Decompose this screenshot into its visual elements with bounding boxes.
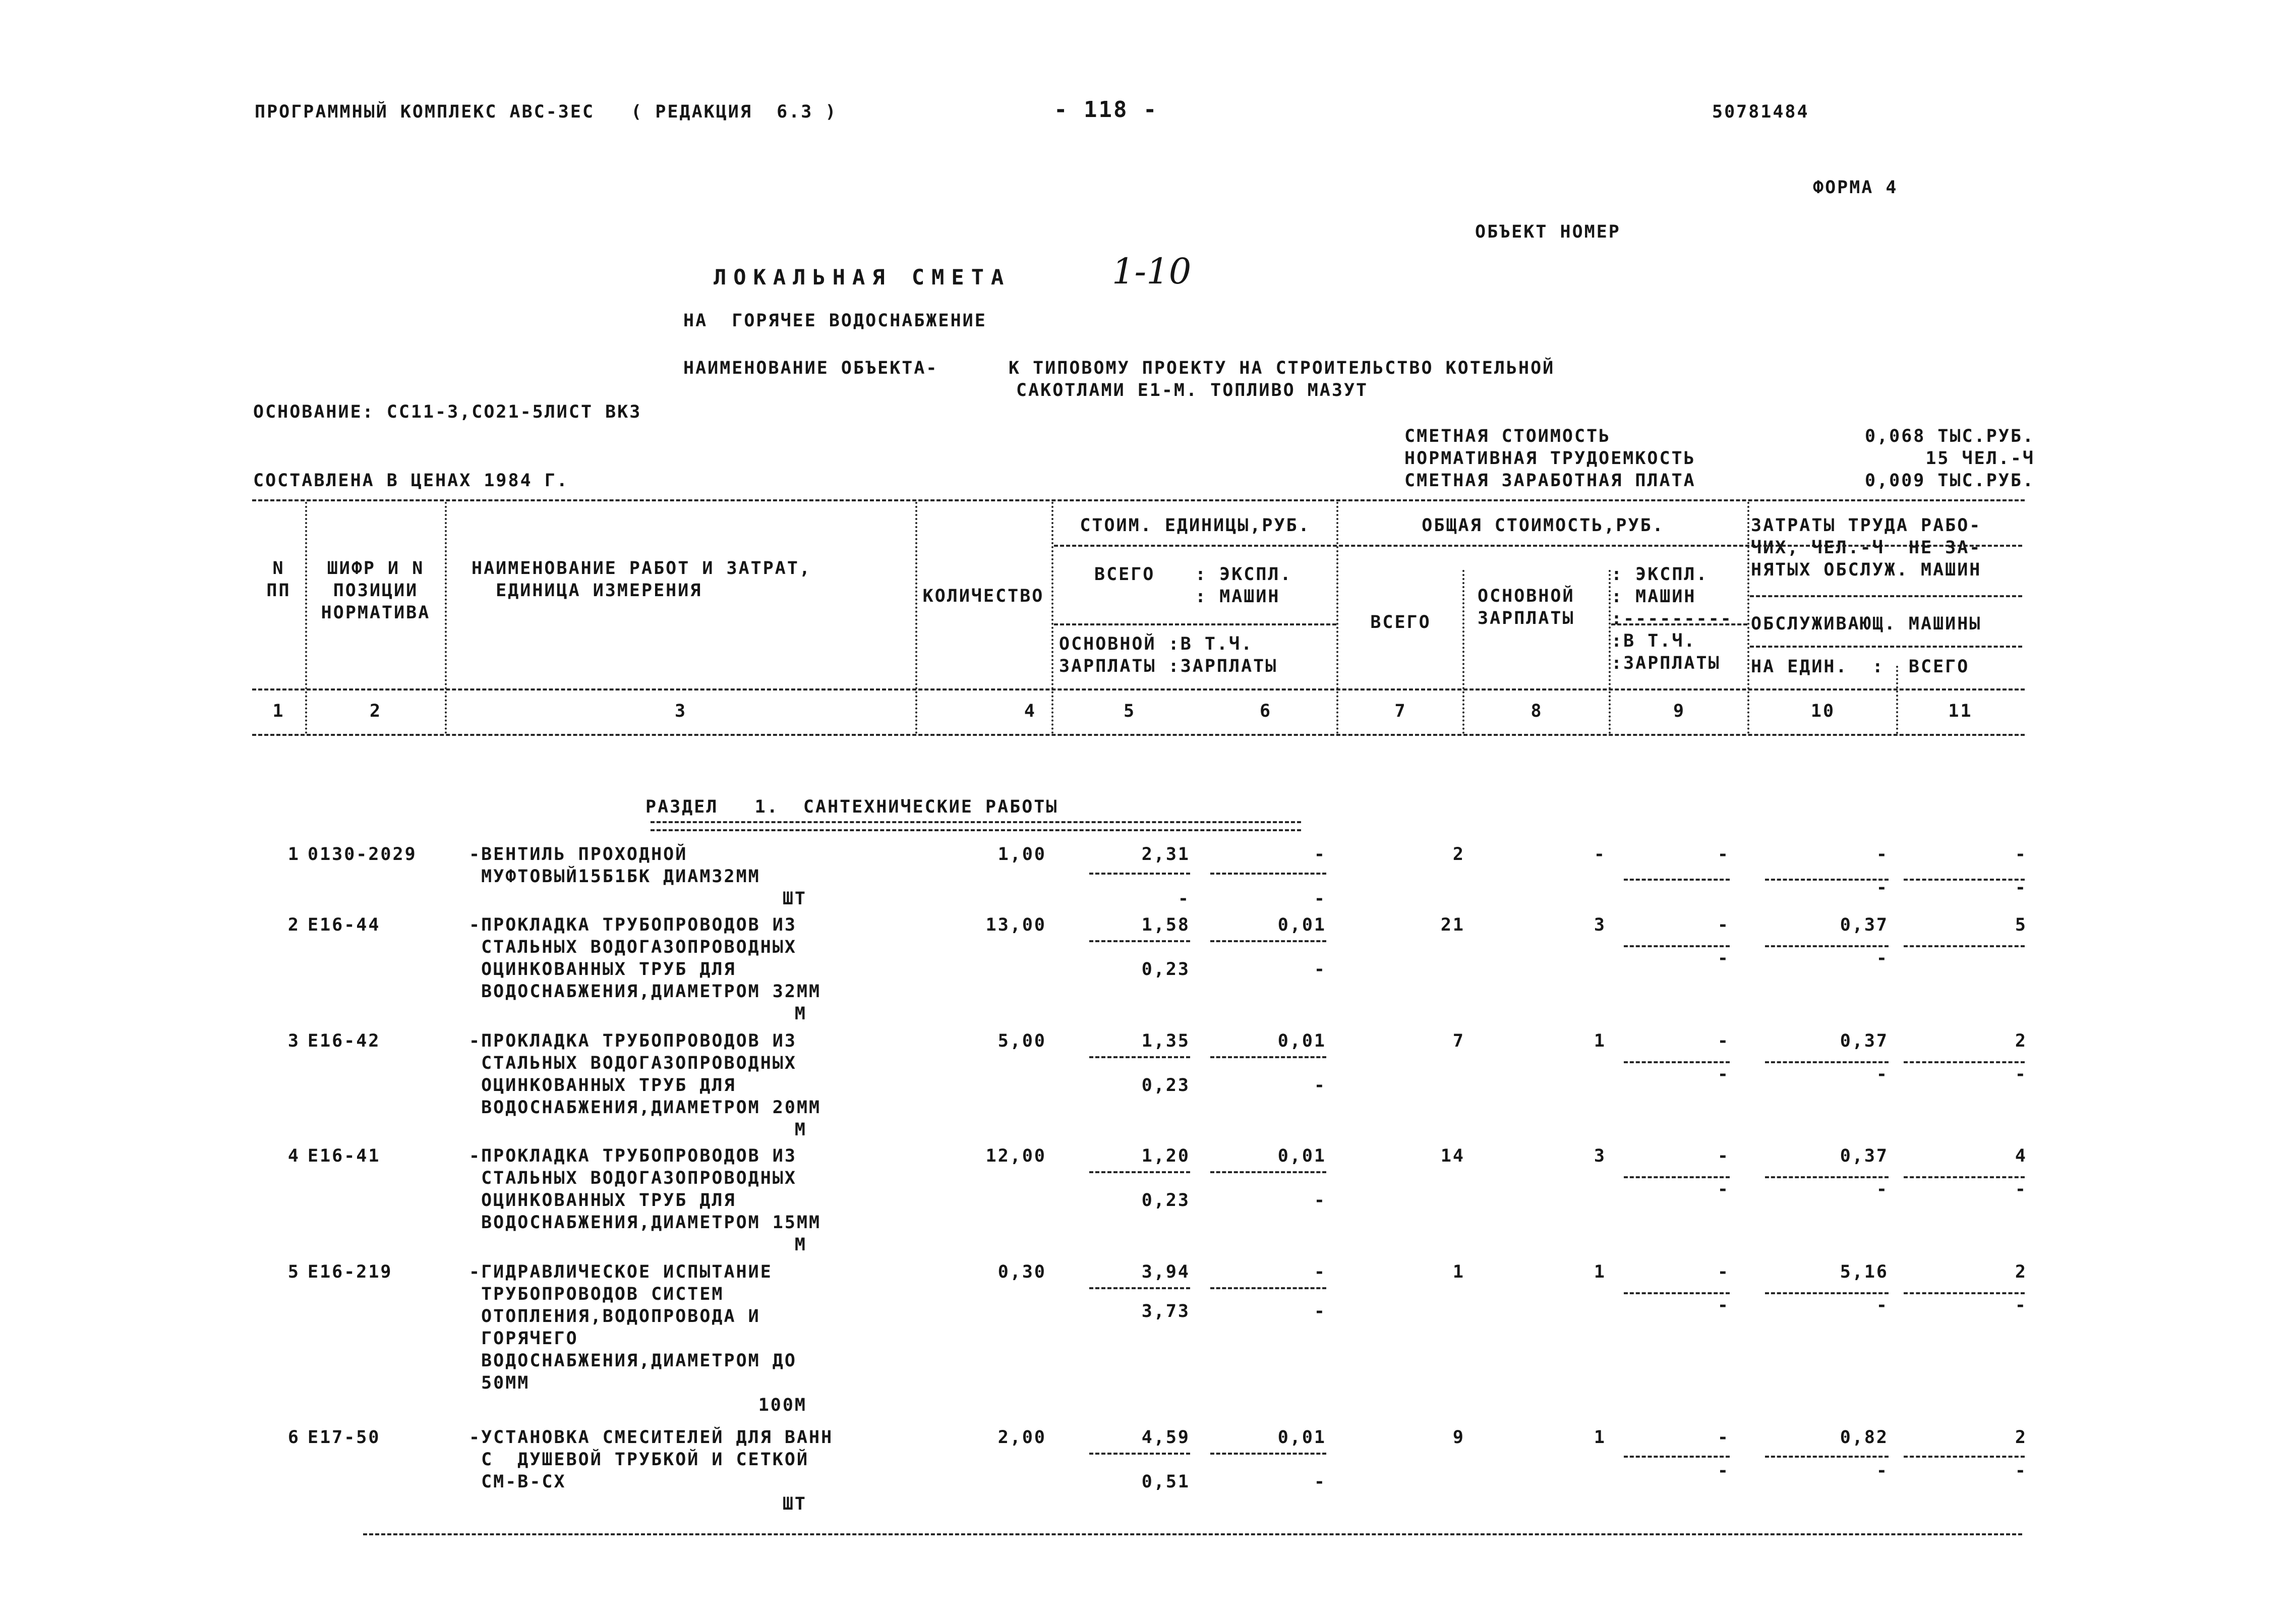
row-unit-total: 2,31	[1141, 844, 1190, 865]
col-divider	[445, 502, 447, 734]
row-quantity: 1,00	[997, 844, 1046, 865]
col-header-quantity: КОЛИЧЕСТВО	[922, 586, 1044, 606]
row-unit-machine-wage: -	[1314, 1075, 1326, 1096]
table-row	[0, 1145, 2296, 1255]
row-unit-total: 4,59	[1141, 1427, 1190, 1448]
row-unit-machines: -	[1314, 844, 1326, 865]
column-number: 8	[1530, 701, 1543, 721]
col-header-description: НАИМЕНОВАНИЕ РАБОТ И ЗАТРАТ, ЕДИНИЦА ИЗМЕРЕНИЯ	[472, 558, 812, 601]
summary-label-cost: СМЕТНАЯ СТОИМОСТЬ	[1404, 426, 1611, 446]
row-labor-unit: -	[1876, 844, 1889, 865]
row-description: -ВЕНТИЛЬ ПРОХОДНОЙ МУФТОВЫЙ15Б1БК ДИАМ32ММ	[469, 844, 760, 887]
row-total-wage: 3	[1594, 1146, 1606, 1166]
row-labor-service-unit: -	[1876, 1295, 1889, 1315]
row-unit-wage: 0,23	[1141, 1075, 1190, 1096]
cell-rule	[1210, 1056, 1326, 1058]
row-unit-machine-wage: -	[1314, 1472, 1326, 1492]
row-description: -ПРОКЛАДКА ТРУБОПРОВОДОВ ИЗ СТАЛЬНЫХ ВОДОГАЗОПРОВОДНЫХ ОЦИНКОВАННЫХ ТРУБ ДЛЯ ВОДОСНАБЖЕНИЯ,ДИАМЕТРОМ 20ММ	[469, 1031, 821, 1118]
row-labor-service-total: -	[2015, 878, 2027, 898]
col-header-total-machines: : ЭКСПЛ. : МАШИН :--------- :В Т.Ч. :ЗАРПЛАТЫ	[1611, 564, 1733, 673]
object-name-line-1: К ТИПОВОМУ ПРОЕКТУ НА СТРОИТЕЛЬСТВО КОТЕЛЬНОЙ	[1009, 358, 1555, 378]
col-header-total-all: ВСЕГО	[1370, 612, 1431, 632]
row-total-wage: 1	[1594, 1262, 1606, 1282]
row-total-machines: -	[1717, 844, 1730, 865]
column-number: 3	[674, 701, 687, 721]
row-number: 4	[287, 1146, 300, 1166]
row-code: Е16-41	[308, 1146, 381, 1166]
column-number: 6	[1259, 701, 1272, 721]
row-unit: 100М	[758, 1395, 807, 1415]
row-total: 1	[1452, 1262, 1465, 1282]
row-labor-unit: 0,37	[1840, 915, 1889, 935]
row-unit: М	[794, 1004, 807, 1024]
row-unit-wage: 3,73	[1141, 1301, 1190, 1321]
row-unit-machines: -	[1314, 1262, 1326, 1282]
row-code: 0130-2029	[308, 844, 417, 865]
column-number: 10	[1810, 701, 1836, 721]
row-unit-machine-wage: -	[1314, 959, 1326, 980]
col-header-labor-unit: НА ЕДИН. : ВСЕГО	[1751, 657, 1970, 677]
table-row	[0, 1261, 2296, 1415]
table-row	[0, 1426, 2296, 1514]
row-description: -ПРОКЛАДКА ТРУБОПРОВОДОВ ИЗ СТАЛЬНЫХ ВОДОГАЗОПРОВОДНЫХ ОЦИНКОВАННЫХ ТРУБ ДЛЯ ВОДОСНАБЖЕНИЯ,ДИАМЕТРОМ 32ММ	[469, 915, 821, 1002]
cell-rule	[1089, 1287, 1190, 1289]
row-labor-unit: 0,82	[1840, 1427, 1889, 1448]
row-code: Е16-219	[308, 1262, 393, 1282]
row-unit-total: 1,35	[1141, 1031, 1190, 1051]
row-total-wage: -	[1594, 844, 1606, 865]
row-unit-total: 1,20	[1141, 1146, 1190, 1166]
row-quantity: 5,00	[997, 1031, 1046, 1051]
row-total-wage: 3	[1594, 915, 1606, 935]
column-number: 2	[369, 701, 382, 721]
row-quantity: 12,00	[985, 1146, 1046, 1166]
row-machines-wage: -	[1717, 1179, 1730, 1199]
basis-line: ОСНОВАНИЕ: СС11-3,СО21-5ЛИСТ ВК3	[253, 402, 642, 422]
row-labor-service-total: -	[2015, 1461, 2027, 1481]
cell-rule	[1210, 940, 1326, 942]
cell-rule	[1210, 873, 1326, 875]
col-header-labor: ЗАТРАТЫ ТРУДА РАБО- ЧИХ, ЧЕЛ.-Ч НЕ ЗА- НЯТЫХ ОБСЛУЖ. МАШИН	[1751, 515, 1982, 580]
col-header-total-cost: ОБЩАЯ СТОИМОСТЬ,РУБ.	[1422, 515, 1665, 536]
row-code: Е16-44	[308, 915, 381, 935]
row-labor-service-total: -	[2015, 1295, 2027, 1315]
cell-rule	[1210, 1287, 1326, 1289]
cell-rule	[1089, 940, 1190, 942]
table-numbers-rule	[252, 734, 2025, 736]
row-description: -УСТАНОВКА СМЕСИТЕЛЕЙ ДЛЯ ВАНН С ДУШЕВОЙ ТРУБКОЙ И СЕТКОЙ СМ-В-СХ	[469, 1427, 834, 1492]
table-row	[0, 914, 2296, 1024]
row-total-wage: 1	[1594, 1427, 1606, 1448]
col-header-number: N ПП	[266, 558, 291, 601]
row-labor-unit: 0,37	[1840, 1146, 1889, 1166]
section-underline	[651, 821, 1301, 823]
row-unit-wage: -	[1178, 889, 1190, 909]
row-unit: ШТ	[782, 889, 807, 909]
summary-label-wage: СМЕТНАЯ ЗАРАБОТНАЯ ПЛАТА	[1404, 471, 1696, 491]
row-unit-machine-wage: -	[1314, 889, 1326, 909]
cell-rule	[1904, 945, 2025, 947]
cell-rule	[1089, 873, 1190, 875]
row-machines-wage: -	[1717, 948, 1730, 968]
row-total-machines: -	[1717, 1031, 1730, 1051]
col-header-unit-wage: ОСНОВНОЙ :В Т.Ч. ЗАРПЛАТЫ :ЗАРПЛАТЫ	[1059, 634, 1278, 676]
row-labor-total: 4	[2015, 1146, 2027, 1166]
col-header-total-wage: ОСНОВНОЙ ЗАРПЛАТЫ	[1478, 586, 1575, 628]
row-labor-total: -	[2015, 844, 2027, 865]
row-labor-total: 2	[2015, 1262, 2027, 1282]
cell-rule	[1765, 1456, 1889, 1458]
row-labor-service-total: -	[2015, 1179, 2027, 1199]
column-number: 11	[1948, 701, 1973, 721]
header-sub-rule	[1750, 646, 2022, 648]
row-total-machines: -	[1717, 1427, 1730, 1448]
cell-rule	[1624, 879, 1730, 881]
col-divider	[915, 502, 917, 734]
row-total-machines: -	[1717, 915, 1730, 935]
cell-rule	[1904, 1456, 2025, 1458]
row-unit: М	[794, 1235, 807, 1255]
row-number: 2	[287, 915, 300, 935]
col-divider	[1609, 570, 1611, 734]
row-quantity: 13,00	[985, 915, 1046, 935]
row-total-wage: 1	[1594, 1031, 1606, 1051]
row-number: 5	[287, 1262, 300, 1282]
cell-rule	[1089, 1453, 1190, 1455]
row-total-machines: -	[1717, 1262, 1730, 1282]
row-unit-machine-wage: -	[1314, 1301, 1326, 1321]
section-underline	[651, 829, 1301, 831]
page-number: - 118 -	[1054, 97, 1158, 123]
col-header-code: ШИФР И N ПОЗИЦИИ НОРМАТИВА	[321, 558, 431, 623]
object-name-line-2: САКОТЛАМИ Е1-М. ТОПЛИВО МАЗУТ	[1016, 380, 1369, 400]
col-divider	[305, 502, 307, 734]
object-number-label: ОБЪЕКТ НОМЕР	[1475, 222, 1621, 242]
cell-rule	[1089, 1171, 1190, 1173]
header-sub-rule	[1054, 623, 1336, 625]
column-number: 4	[1024, 701, 1036, 721]
col-header-unit-cost: СТОИМ. ЕДИНИЦЫ,РУБ.	[1080, 515, 1311, 536]
cell-rule	[1624, 1456, 1730, 1458]
row-unit-machines: 0,01	[1277, 1146, 1326, 1166]
cell-rule	[1210, 1171, 1326, 1173]
form-label: ФОРМА 4	[1813, 178, 1898, 198]
row-total: 14	[1440, 1146, 1465, 1166]
document-code: 50781484	[1712, 102, 1809, 122]
row-unit: ШТ	[782, 1494, 807, 1514]
program-name: ПРОГРАММНЫЙ КОМПЛЕКС АВС-ЗЕС ( РЕДАКЦИЯ 6.3 )	[255, 102, 838, 122]
row-total: 2	[1452, 844, 1465, 865]
row-unit-machines: 0,01	[1277, 1427, 1326, 1448]
document-title: ЛОКАЛЬНАЯ СМЕТА	[714, 265, 1011, 290]
row-unit: М	[794, 1120, 807, 1140]
row-number: 6	[287, 1427, 300, 1448]
row-unit-wage: 0,51	[1141, 1472, 1190, 1492]
compiled-prices-line: СОСТАВЛЕНА В ЦЕНАХ 1984 Г.	[253, 471, 569, 491]
row-labor-service-unit: -	[1876, 878, 1889, 898]
col-divider	[1462, 570, 1464, 734]
column-number: 7	[1394, 701, 1407, 721]
col-header-unit-total: ВСЕГО	[1094, 564, 1155, 585]
row-unit-machines: 0,01	[1277, 1031, 1326, 1051]
row-code: Е16-42	[308, 1031, 381, 1051]
row-labor-unit: 5,16	[1840, 1262, 1889, 1282]
row-quantity: 2,00	[997, 1427, 1046, 1448]
row-unit-wage: 0,23	[1141, 1190, 1190, 1211]
row-description: -ГИДРАВЛИЧЕСКОЕ ИСПЫТАНИЕ ТРУБОПРОВОДОВ СИСТЕМ ОТОПЛЕНИЯ,ВОДОПРОВОДА И ГОРЯЧЕГО ВОДОСНАБЖЕНИЯ,ДИАМЕТРОМ ДО 50ММ	[469, 1262, 797, 1393]
row-labor-total: 2	[2015, 1427, 2027, 1448]
summary-value-labor: 15 ЧЕЛ.-Ч	[1925, 448, 2035, 469]
row-labor-total: 2	[2015, 1031, 2027, 1051]
col-header-unit-machines: : ЭКСПЛ. : МАШИН	[1195, 564, 1292, 607]
header-sub-rule	[1750, 595, 2022, 597]
row-machines-wage: -	[1717, 1461, 1730, 1481]
table-header-rule	[252, 688, 2025, 690]
row-labor-service-unit: -	[1876, 1064, 1889, 1084]
column-number: 5	[1123, 701, 1136, 721]
table-top-rule	[252, 499, 2025, 501]
row-number: 1	[287, 844, 300, 865]
table-row	[0, 1030, 2296, 1140]
row-labor-service-total: -	[2015, 1064, 2027, 1084]
column-number: 9	[1673, 701, 1686, 721]
row-total: 7	[1452, 1031, 1465, 1051]
row-unit-wage: 0,23	[1141, 959, 1190, 980]
row-unit-total: 3,94	[1141, 1262, 1190, 1282]
row-code: Е17-50	[308, 1427, 381, 1448]
row-labor-unit: 0,37	[1840, 1031, 1889, 1051]
row-unit-machine-wage: -	[1314, 1190, 1326, 1211]
cell-rule	[1089, 1056, 1190, 1058]
col-divider	[1747, 502, 1749, 734]
row-description: -ПРОКЛАДКА ТРУБОПРОВОДОВ ИЗ СТАЛЬНЫХ ВОДОГАЗОПРОВОДНЫХ ОЦИНКОВАННЫХ ТРУБ ДЛЯ ВОДОСНАБЖЕНИЯ,ДИАМЕТРОМ 15ММ	[469, 1146, 821, 1233]
row-quantity: 0,30	[997, 1262, 1046, 1282]
col-divider	[1051, 502, 1053, 734]
row-labor-total: 5	[2015, 915, 2027, 935]
table-row	[0, 843, 2296, 909]
row-total: 21	[1440, 915, 1465, 935]
row-total-machines: -	[1717, 1146, 1730, 1166]
table-bottom-rule	[363, 1533, 2022, 1535]
row-labor-service-unit: -	[1876, 948, 1889, 968]
row-number: 3	[287, 1031, 300, 1051]
section-title: РАЗДЕЛ 1. САНТЕХНИЧЕСКИЕ РАБОТЫ	[645, 797, 1058, 817]
col-divider	[1336, 502, 1338, 734]
row-unit-total: 1,58	[1141, 915, 1190, 935]
cell-rule	[1210, 1453, 1326, 1455]
row-unit-machines: 0,01	[1277, 915, 1326, 935]
object-name-label: НАИМЕНОВАНИЕ ОБЪЕКТА-	[683, 358, 938, 378]
summary-value-cost: 0,068 ТЫС.РУБ.	[1864, 426, 2035, 446]
col-header-labor-service: ОБСЛУЖИВАЮЩ. МАШИНЫ	[1751, 614, 1982, 634]
row-labor-service-unit: -	[1876, 1179, 1889, 1199]
row-labor-service-unit: -	[1876, 1461, 1889, 1481]
row-machines-wage: -	[1717, 1064, 1730, 1084]
estimate-number: 1-10	[1112, 251, 1192, 292]
summary-label-labor: НОРМАТИВНАЯ ТРУДОЕМКОСТЬ	[1404, 448, 1696, 469]
document-subtitle: НА ГОРЯЧЕЕ ВОДОСНАБЖЕНИЕ	[683, 311, 987, 331]
column-number: 1	[272, 701, 285, 721]
row-machines-wage: -	[1717, 1295, 1730, 1315]
summary-value-wage: 0,009 ТЫС.РУБ.	[1864, 471, 2035, 491]
row-total: 9	[1452, 1427, 1465, 1448]
